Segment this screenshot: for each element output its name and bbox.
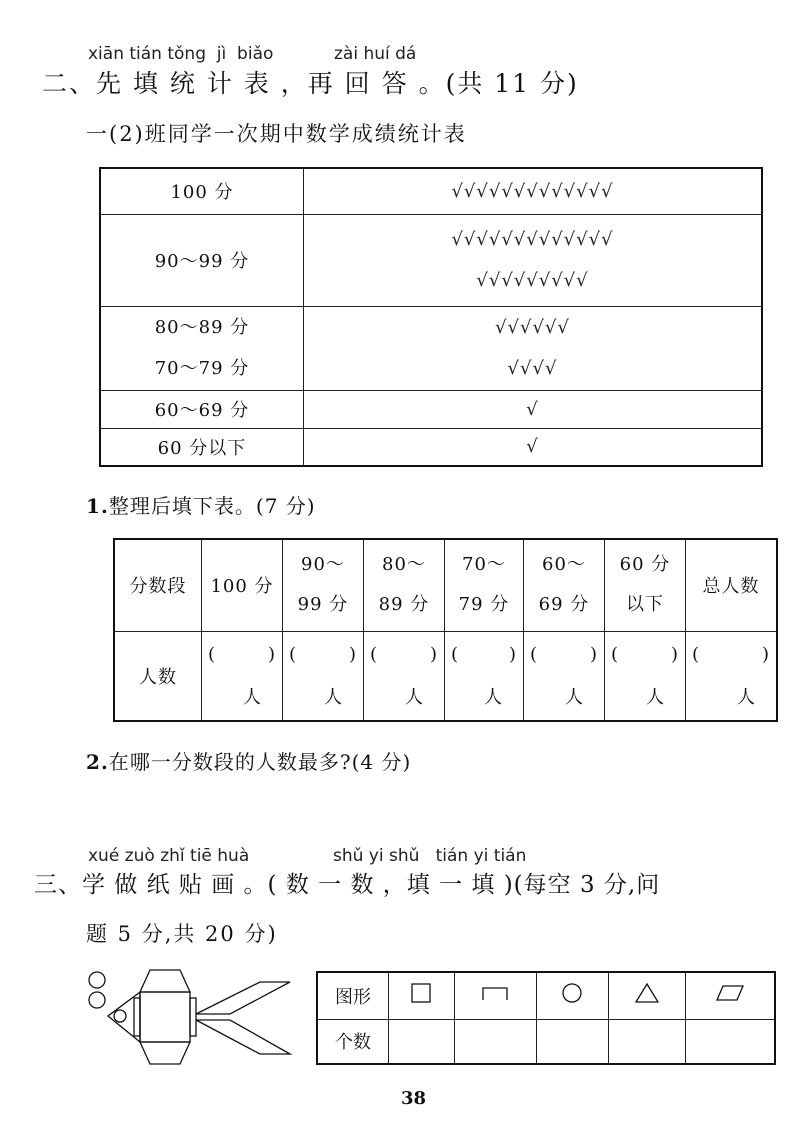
- fish-bottom-fin: [140, 1042, 190, 1064]
- tally-row: [100, 428, 762, 466]
- question-1: [86, 490, 316, 519]
- count-row-label: 个数: [317, 1019, 389, 1064]
- header-col-text: 总人数: [702, 576, 760, 598]
- question-2-answer-area[interactable]: [86, 780, 766, 830]
- paren-close: ): [508, 643, 517, 665]
- row-label-count: 人数: [114, 631, 202, 721]
- pinyin-line-2a: xué zuò zhǐ tiē huà: [88, 846, 250, 866]
- header-col-text: 80～: [382, 554, 426, 576]
- shape-triangle-cell: [608, 972, 685, 1019]
- header-col-text: 89 分: [378, 594, 430, 616]
- section-3-heading-line-1: 三、学 做 纸 贴 画 。( 数 一 数 ，填 一 填 )(每空 3 分,问: [34, 872, 661, 898]
- header-col-70: [445, 539, 524, 631]
- paren-close: ): [761, 643, 770, 665]
- tally-row: [100, 214, 762, 306]
- tally-label: 80～89 分: [154, 317, 250, 338]
- paren-close: ): [429, 643, 438, 665]
- header-score-range: 分数段: [114, 539, 202, 631]
- tally-checks: √: [304, 390, 763, 428]
- fish-head-triangle: [108, 992, 140, 1042]
- parallelogram-icon: [715, 983, 745, 1003]
- tally-row: [100, 306, 762, 390]
- unit-person: 人: [565, 686, 584, 708]
- tally-label: 90～99 分: [100, 214, 304, 306]
- answer-parentheses: [364, 633, 444, 677]
- fish-tail-upper: [196, 982, 290, 1014]
- fish-top-fin: [140, 970, 190, 992]
- pinyin-line-1b: zài huí dá: [334, 44, 417, 64]
- header-col-text: 79 分: [458, 594, 510, 616]
- page-number: 38: [401, 1088, 427, 1109]
- bubble-circle-1: [89, 972, 105, 988]
- paren-close: ): [267, 643, 276, 665]
- header-col-60: [524, 539, 605, 631]
- answer-cell-90[interactable]: [283, 631, 364, 721]
- tally-checks: √√√√√√√√√√√√√: [304, 168, 763, 214]
- header-col-90: [283, 539, 364, 631]
- answer-parentheses: [283, 633, 363, 677]
- pinyin-line-2b: shǔ yi shǔ tián yi tián: [333, 846, 527, 866]
- header-col-text: 90～: [301, 554, 345, 576]
- answer-parentheses: [524, 633, 604, 677]
- answer-cell-total[interactable]: [686, 631, 778, 721]
- paren-open: (: [289, 643, 298, 665]
- tally-label: 60 分以下: [100, 428, 304, 466]
- fill-table-count-row: [114, 631, 777, 721]
- header-col-text: 69 分: [538, 594, 590, 616]
- paren-open: (: [692, 643, 701, 665]
- question-2-text: 在哪一分数段的人数最多?(4 分): [108, 750, 412, 774]
- shape-square-cell: [389, 972, 455, 1019]
- tally-label: 60～69 分: [100, 390, 304, 428]
- circle-icon: [560, 981, 584, 1005]
- triangle-icon: [634, 982, 660, 1004]
- count-cell-triangle[interactable]: [608, 1019, 685, 1064]
- answer-parentheses: [202, 633, 282, 677]
- tally-checks: √√√√√√: [495, 317, 570, 338]
- tally-checks-cell: [304, 214, 763, 306]
- answer-parentheses: [445, 633, 523, 677]
- paren-open: (: [208, 643, 217, 665]
- paren-open: (: [370, 643, 379, 665]
- fish-right-strip: [190, 998, 196, 1036]
- question-1-number: 1.: [86, 494, 109, 518]
- pinyin-line-1a: xiān tián tǒng jì biǎo: [88, 44, 274, 64]
- fill-table: [113, 538, 778, 722]
- fill-table-header-row: [114, 539, 777, 631]
- count-cell-rectangle[interactable]: [454, 1019, 537, 1064]
- header-col-text: 99 分: [297, 594, 349, 616]
- tally-label-cell: [100, 306, 304, 390]
- answer-cell-100[interactable]: [202, 631, 283, 721]
- fish-eye-circle: [114, 1010, 126, 1022]
- tally-checks: √√√√√√√√√√√√√: [451, 229, 614, 250]
- fish-tail-lower: [196, 1020, 290, 1054]
- tally-label: 70～79 分: [154, 358, 250, 379]
- header-col-total: [686, 539, 778, 631]
- unit-person: 人: [484, 686, 503, 708]
- rectangle-icon: [481, 984, 509, 1002]
- tally-table: [99, 167, 763, 467]
- paren-open: (: [611, 643, 620, 665]
- fish-collage-figure: [80, 962, 300, 1072]
- section-3-heading-line-2: 题 5 分,共 20 分): [86, 922, 278, 946]
- answer-parentheses: [605, 633, 685, 677]
- paren-open: (: [451, 643, 460, 665]
- header-col-text: 100 分: [210, 576, 274, 598]
- paren-close: ): [348, 643, 357, 665]
- tally-checks: √√√√: [507, 358, 558, 379]
- header-col-text: 60～: [542, 554, 586, 576]
- unit-person: 人: [405, 686, 424, 708]
- fish-left-strip: [134, 998, 140, 1036]
- tally-row: [100, 390, 762, 428]
- unit-person: 人: [737, 686, 756, 708]
- shape-row-label: 图形: [317, 972, 389, 1019]
- paren-close: ): [670, 643, 679, 665]
- count-row: [317, 1019, 775, 1064]
- bubble-circle-2: [89, 992, 105, 1008]
- shape-rectangle-cell: [454, 972, 537, 1019]
- fish-body-square: [140, 992, 190, 1042]
- shape-circle-cell: [537, 972, 608, 1019]
- answer-cell-80[interactable]: [364, 631, 445, 721]
- shape-parallelogram-cell: [685, 972, 775, 1019]
- header-col-text: 以下: [626, 594, 664, 616]
- count-cell-parallelogram[interactable]: [685, 1019, 775, 1064]
- header-col-below-60: [605, 539, 686, 631]
- paren-close: ): [589, 643, 598, 665]
- tally-label: 100 分: [100, 168, 304, 214]
- answer-cell-60[interactable]: [524, 631, 605, 721]
- tally-row: [100, 168, 762, 214]
- answer-cell-70[interactable]: [445, 631, 524, 721]
- tally-checks: √√√√√√√√√: [476, 270, 589, 291]
- unit-person: 人: [324, 686, 343, 708]
- question-1-text: 整理后填下表。(7 分): [108, 494, 316, 518]
- header-col-text: 70～: [462, 554, 506, 576]
- tally-checks-cell: [304, 306, 763, 390]
- header-col-text: 60 分: [619, 554, 671, 576]
- paren-open: (: [530, 643, 539, 665]
- question-2-number: 2.: [86, 750, 109, 774]
- unit-person: 人: [646, 686, 665, 708]
- tally-table-title: 一(2)班同学一次期中数学成绩统计表: [86, 122, 467, 146]
- count-cell-circle[interactable]: [537, 1019, 608, 1064]
- question-2: [86, 746, 411, 775]
- shape-row: [317, 972, 775, 1019]
- square-icon: [410, 982, 432, 1004]
- answer-cell-below-60[interactable]: [605, 631, 686, 721]
- section-2-heading: 二、先 填 统 计 表 ，再 回 答 。(共 11 分): [42, 69, 579, 98]
- shape-count-table: [316, 971, 776, 1065]
- answer-parentheses: [686, 633, 776, 677]
- header-col-100: [202, 539, 283, 631]
- unit-person: 人: [243, 686, 262, 708]
- count-cell-square[interactable]: [389, 1019, 455, 1064]
- tally-checks: √: [304, 428, 763, 466]
- header-col-80: [364, 539, 445, 631]
